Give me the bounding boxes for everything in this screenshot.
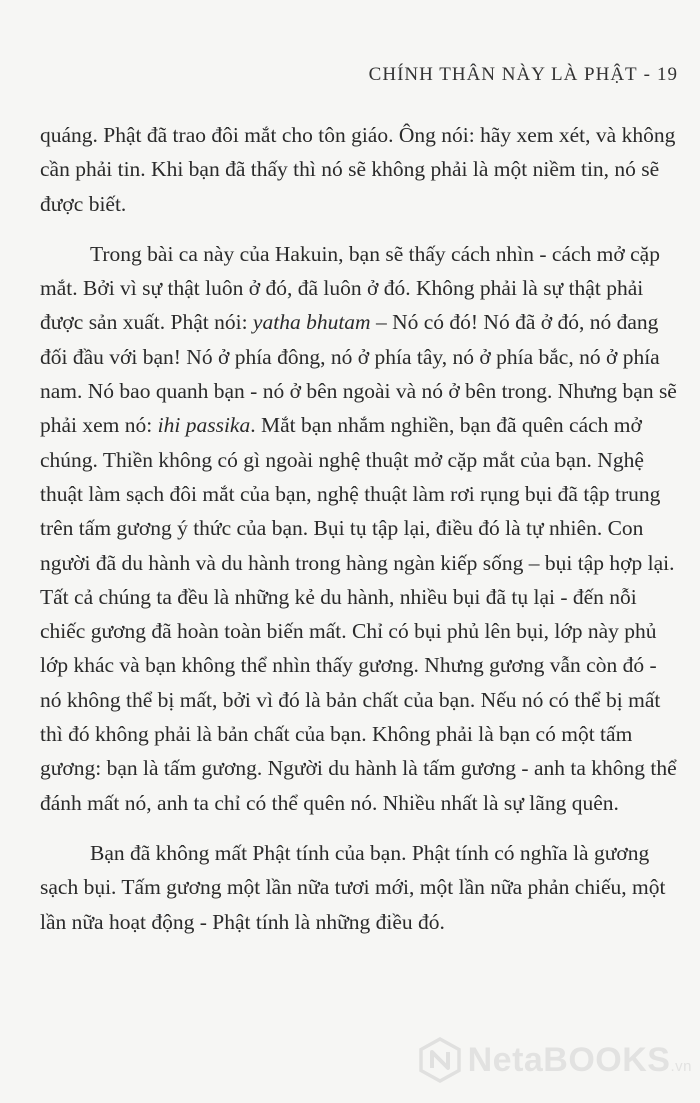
- watermark: [418, 1037, 692, 1083]
- header-separator: -: [643, 64, 651, 85]
- body-text: [40, 118, 678, 939]
- paragraph-3: Bạn đã không mất Phật tính của bạn. Phật tính có nghĩa là gương sạch bụi. Tấm gương một lần nữa tươi mới, một lần nữa phản chiếu, một lần nữa hoạt động - Phật tính là những điều đó.: [40, 840, 666, 934]
- chapter-title: CHÍNH THÂN NÀY LÀ PHẬT: [368, 64, 638, 85]
- paragraph-2-part-b: – Nó có đó! Nó đã ở đó, nó đang đối đầu với bạn! Nó ở phía đông, nó ở phía tây, nó ở phía bắc, nó ở phía nam. Nó bao quanh bạn - nó ở bên ngoài và nó ở bên trong. Nhưng bạn sẽ phải xem nó:: [40, 310, 677, 438]
- page-number: 19: [657, 64, 678, 85]
- watermark-tld: .vn: [670, 1057, 692, 1075]
- paragraph-1: quáng. Phật đã trao đôi mắt cho tôn giáo. Ông nói: hãy xem xét, và không cần phải tin. Khi bạn đã thấy thì nó sẽ không phải là một niềm tin, nó sẽ được biết.: [40, 123, 676, 216]
- term-ihi-passika: ihi passika: [157, 413, 251, 438]
- term-yatha-bhutam: yatha bhutam: [252, 310, 371, 335]
- watermark-text: [468, 1041, 692, 1080]
- watermark-brand: NetaBOOKS: [467, 1040, 671, 1079]
- netabooks-logo-icon: [418, 1037, 462, 1083]
- paragraph-2-part-c: . Mắt bạn nhắm nghiền, bạn đã quên cách mở chúng. Thiền không có gì ngoài nghệ thuật mở cặp mắt của bạn. Nghệ thuật làm sạch đôi mắt của bạn, nghệ thuật làm rơi rụng bụi đã tập trung trên tấm gương ý thức của bạn. Bụi tụ tập lại, điều đó là tự nhiên. Con người đã du hành và du hành trong hàng ngàn kiếp sống – bụi tập hợp lại. Tất cả chúng ta đều là những kẻ du hành, nhiều bụi đã tụ lại - đến nỗi chiếc gương đã hoàn toàn biến mất. Chỉ có bụi phủ lên bụi, lớp này phủ lớp khác và bạn không thể nhìn thấy gương. Nhưng gương vẫn còn đó - nó không thể bị mất, bởi vì đó là bản chất của bạn. Nếu nó có thể bị mất thì đó không phải là bản chất của bạn. Không phải là bạn có một tấm gương: bạn là tấm gương. Người du hành là tấm gương - anh ta không thể đánh mất nó, anh ta chỉ có thể quên nó. Nhiều nhất là sự lãng quên.: [40, 413, 677, 815]
- paragraph-2-part-a: Trong bài ca này của Hakuin, bạn sẽ thấy cách nhìn - cách mở cặp mắt. Bởi vì sự thật luôn ở đó, đã luôn ở đó. Không phải là sự thật phải được sản xuất. Phật nói:: [40, 241, 660, 335]
- page-header: [369, 64, 678, 86]
- paragraph-2: [40, 237, 678, 820]
